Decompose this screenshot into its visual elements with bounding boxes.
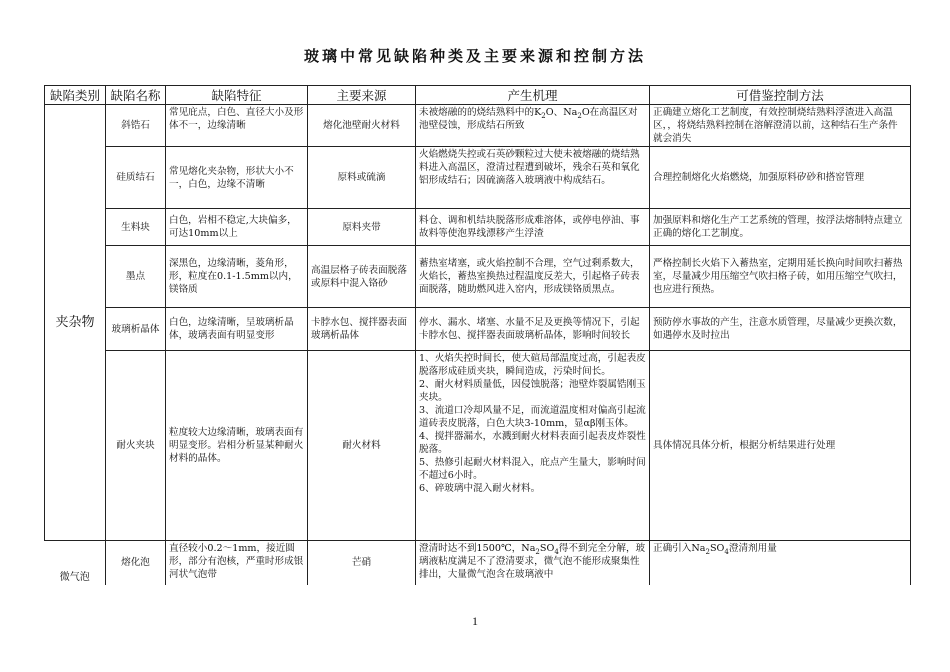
control-text-c: 澄清剂用量 [728,543,777,554]
table-row [45,105,911,147]
mechanism-item: 1、火焰失控时间长，使大碹局部温度过高，引起表皮脱落形成硅质夹块，瞬间造成，污染时间长。 [419,353,646,377]
table-row [45,147,911,209]
table-row [45,209,911,246]
mechanism-text-b: O、Na [545,107,578,118]
page-title: 玻璃中常见缺陷种类及主要来源和控制方法 [303,47,646,65]
page-number: 1 [472,614,478,628]
table-row [45,308,911,351]
table-header-row [45,86,911,105]
category-inclusions: 夹杂物 [45,105,106,541]
defect-mechanism: 停水、漏水、堵塞、水量不足及更换等情况下，引起卡脖水包、搅拌器表面玻璃析晶体，影响时间较长 [416,308,650,351]
defect-feature: 白色，岩相不稳定,大块偏多，可达10mm以上 [166,209,308,246]
control-text-a: 正确引入Na [653,543,706,554]
defect-source: 高温层格子砖表面脱落或原料中混入铬砂 [308,246,416,308]
header-source: 主要来源 [308,86,416,105]
table-row [45,541,911,585]
header-name: 缺陷名称 [106,86,166,105]
defect-source: 原料夹带 [308,209,416,246]
defect-control [650,541,911,585]
mechanism-item: 3、流道口冷却风量不足，而流道温度相对偏高引起流道砖表皮脱落，白色大块3-10mm，显αβ刚玉体。 [419,405,646,429]
defect-mechanism: 火焰燃烧失控或石英砂颗粒过大使未被熔融的烧结熟料进入高温区，澄清过程遭到破坏，残余石英和氧化铝形成结石；因硫滴落入玻璃液中构成结石。 [416,147,650,209]
mechanism-text-c: 得不到完全分解，玻璃液粘度满足不了澄清要求，微气泡不能形成聚集性排出，大量微气泡含在玻璃液中 [419,543,646,580]
defect-name: 耐火夹块 [106,351,166,541]
header-category: 缺陷类别 [45,86,106,105]
defect-name: 墨点 [106,246,166,308]
defect-name: 硅质结石 [106,147,166,209]
defect-source: 耐火材料 [308,351,416,541]
control-text-b: SO [709,543,725,554]
mechanism-text-c: O在高温区对池壁侵蚀，形成结石所致 [419,107,638,131]
defect-feature: 白色，边缘清晰，呈玻璃析晶体，玻璃表面有明显变形 [166,308,308,351]
defect-control: 预防停水事故的产生，注意水质管理，尽量减少更换次数，如遇停水及时拉出 [650,308,911,351]
defect-mechanism [416,105,650,147]
mechanism-item: 4、搅拌器漏水，水溅到耐火材料表面引起表皮炸裂性脱落。 [419,431,646,455]
table-row [45,351,911,541]
defect-control: 加强原料和熔化生产工艺系统的管理，按浮法熔制特点建立正确的熔化工艺制度。 [650,209,911,246]
defect-control: 具体情况具体分析，根据分析结果进行处理 [650,351,911,541]
header-feature: 缺陷特征 [166,86,308,105]
defect-feature: 粒度较大边缘清晰，玻璃表面有明显变形。岩相分析显某种耐火材料的晶体。 [166,351,308,541]
mechanism-item: 6、碎玻璃中混入耐火材料。 [419,483,541,494]
mechanism-text-a: 未被熔融的的烧结熟料中的K [419,107,542,118]
defect-source: 原料或硫滴 [308,147,416,209]
defect-mechanism: 蓄热室堵塞，或火焰控制不合理，空气过剩系数大，火焰长，蓄热室换热过程温度反差大，引起格子砖表面脱落，随助燃风进入窑内，形成镁铬质黑点。 [416,246,650,308]
mechanism-sub-a: 2 [535,547,540,556]
defect-name: 熔化泡 [106,541,166,585]
defect-source: 芒硝 [308,541,416,585]
defect-name: 生料块 [106,209,166,246]
defect-control: 正确建立熔化工艺制度，有效控制烧结熟料浮渣进入高温区，，将烧结熟料控制在溶解澄清以前，这种结石生产条件就会消失 [650,105,911,147]
defect-source: 卡脖水包、搅拌器表面玻璃析晶体 [308,308,416,351]
defect-control: 合理控制熔化火焰燃烧，加强原料矽砂和搭窑管理 [650,147,911,209]
header-mechanism: 产生机理 [416,86,650,105]
defect-feature: 深黑色，边缘清晰，菱角形，形，粒度在0.1-1.5mm以内，镁铬质 [166,246,308,308]
defect-feature: 直径较小0.2～1mm，接近圆形，部分有泡核，严重时形成银河状气泡带 [166,541,308,585]
defect-name: 斜锆石 [106,105,166,147]
defect-mechanism: 料仓、调和机结块脱落形成难溶体，或停电停油、事故料等使泡界线漂移产生浮渣 [416,209,650,246]
defect-feature: 常见庇点，白色、直径大小及形体不一，边缘清晰 [166,105,308,147]
control-sub-a: 2 [705,547,710,556]
defect-name: 玻璃析晶体 [106,308,166,351]
defect-control: 严格控制长火焰下入蓄热室，定期用延长换向时间吹扫蓄热室，尽量减少用压缩空气吹扫格子砖，如用压缩空气吹扫，也应进行预热。 [650,246,911,308]
mechanism-sub-a: 2 [541,111,546,120]
mechanism-text-a: 澄清时达不到1500℃，Na [419,543,536,554]
defect-feature: 常见熔化夹杂物，形状大小不一，白色，边缘不清晰 [166,147,308,209]
header-control: 可借鉴控制方法 [650,86,911,105]
mechanism-item: 5、热修引起耐火材料混入，庇点产生量大，影响时间不超过6小时。 [419,457,646,481]
mechanism-item: 2、耐火材料质量低，因侵蚀脱落；池壁炸裂属锆刚玉夹块。 [419,379,646,403]
defect-mechanism [416,351,650,541]
defects-table [44,85,911,585]
defect-mechanism [416,541,650,585]
category-bubbles: 微气泡 [59,571,90,583]
mechanism-sub-b: 2 [577,111,582,120]
mechanism-text-b: SO [539,543,555,554]
control-sub-b: 4 [724,547,729,556]
defect-source: 熔化池壁耐火材料 [308,105,416,147]
table-row [45,246,911,308]
mechanism-sub-b: 4 [554,547,559,556]
